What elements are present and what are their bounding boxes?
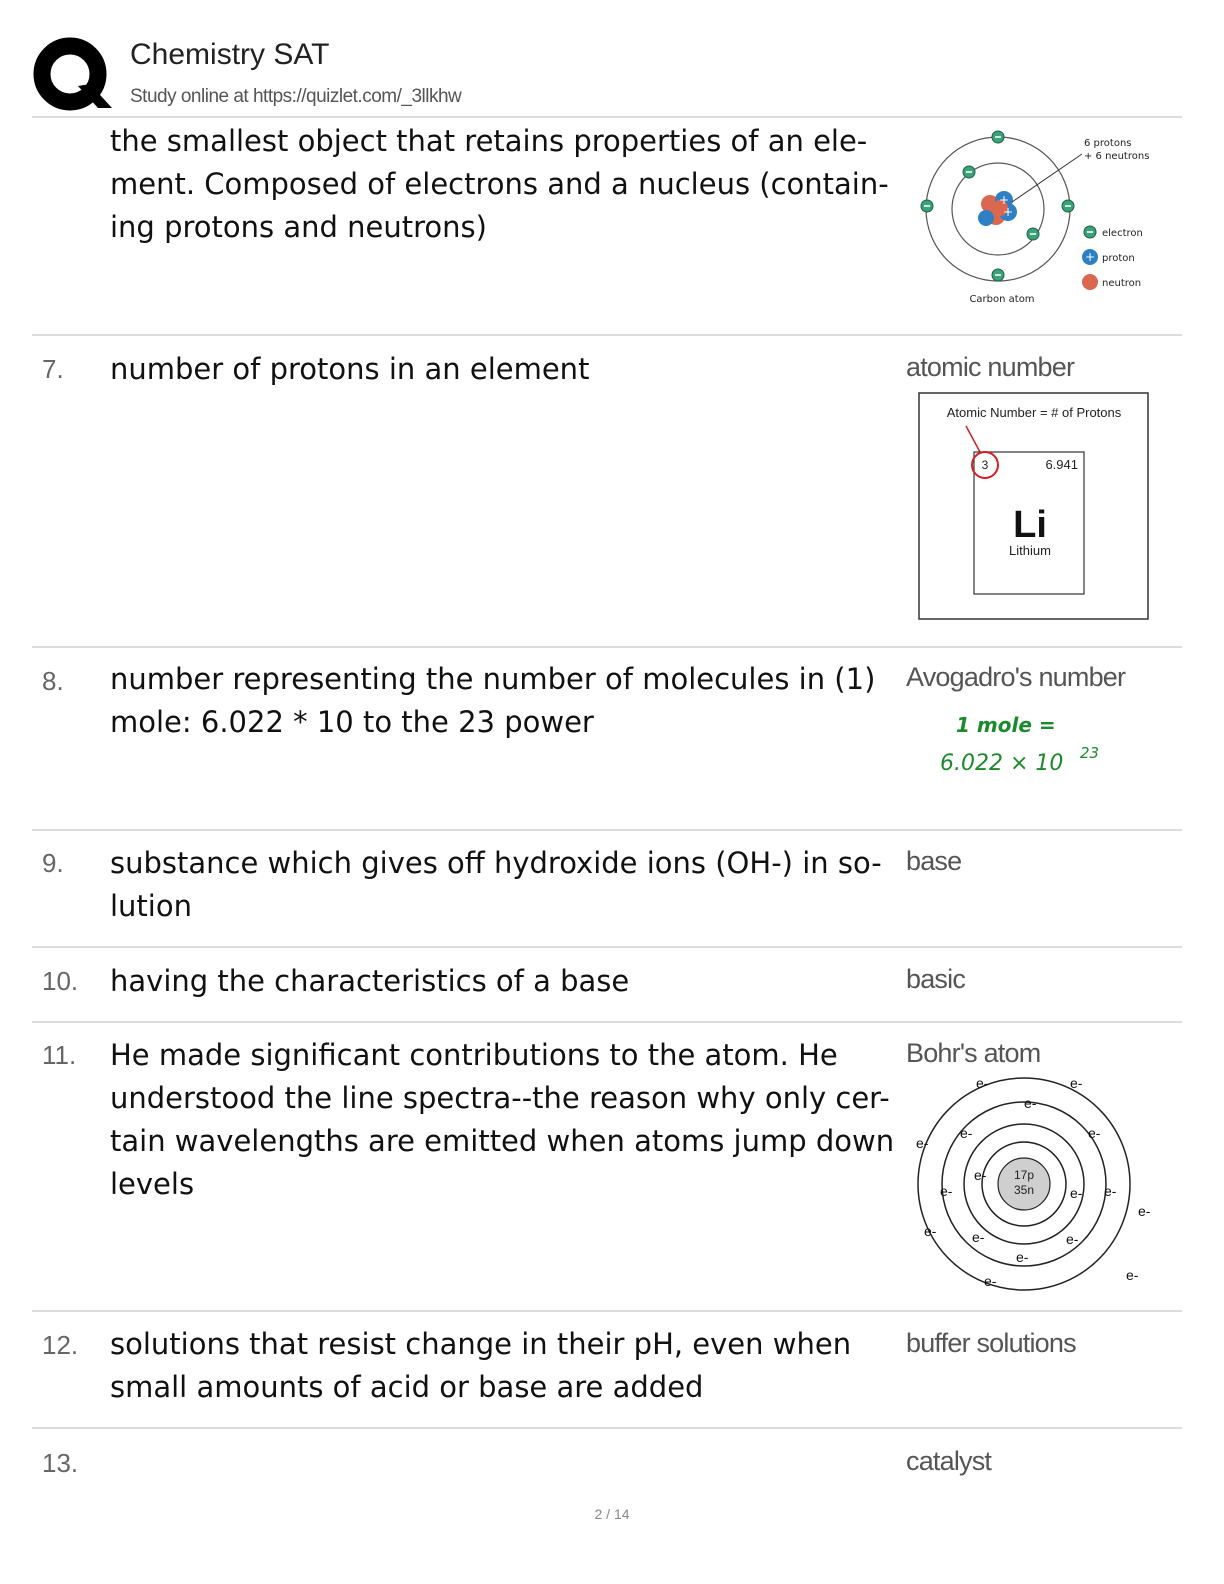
card-answer: Avogadro's number — [906, 662, 1126, 692]
handwritten-mole: 1 mole = — [956, 713, 1056, 737]
svg-text:+: + — [998, 193, 1010, 207]
svg-text:e-: e- — [1138, 1203, 1151, 1219]
card-term: number of protons in an element — [110, 352, 590, 386]
legend-proton: proton — [1102, 253, 1135, 264]
card-term: number representing the number of molecules in (1) mole: 6.022 * 10 to the 23 power — [110, 662, 876, 739]
svg-text:e-: e- — [1070, 1185, 1083, 1201]
card-answer: atomic number — [906, 352, 1075, 382]
svg-text:e-: e- — [960, 1125, 973, 1141]
document-title: Chemistry SAT — [130, 38, 330, 71]
svg-text:e-: e- — [924, 1223, 937, 1239]
legend-electron: electron — [1102, 228, 1143, 239]
svg-text:e-: e- — [1016, 1249, 1029, 1265]
svg-text:+: + — [1002, 205, 1014, 219]
card-number: 9. — [42, 848, 64, 878]
card-divider — [32, 946, 1182, 948]
svg-text:e-: e- — [1024, 1095, 1037, 1111]
card-answer: Bohr's atom — [906, 1038, 1041, 1068]
lithium-symbol: Li — [1013, 504, 1047, 546]
card-answer: basic — [906, 964, 966, 994]
svg-text:+ 6 neutrons: + 6 neutrons — [1084, 151, 1150, 162]
avogadro-handwritten-note — [930, 706, 1120, 786]
svg-text:+: + — [1084, 250, 1096, 264]
lithium-atomic-mass: 6.941 — [1045, 457, 1078, 472]
card-term: having the characteristics of a base — [110, 964, 630, 998]
svg-text:e-: e- — [1066, 1231, 1079, 1247]
svg-text:e-: e- — [1088, 1125, 1101, 1141]
document-header — [32, 30, 1182, 116]
legend-neutron: neutron — [1102, 278, 1142, 289]
card-divider — [32, 1427, 1182, 1429]
svg-text:6 protons: 6 protons — [1084, 138, 1132, 149]
lithium-name: Lithium — [1009, 543, 1051, 558]
card-divider — [32, 829, 1182, 831]
card-term: the smallest object that retains properties of an ele- ment. Composed of electrons and a nucleus (contain- ing protons and neutrons) — [110, 124, 889, 244]
svg-text:e-: e- — [1104, 1183, 1117, 1199]
bohr-nucleus-protons: 17p — [1013, 1168, 1035, 1182]
card-number: 11. — [42, 1040, 77, 1070]
card-number: 10. — [42, 966, 79, 996]
svg-text:e-: e- — [974, 1167, 987, 1183]
page-number: 2 / 14 — [594, 1506, 630, 1522]
svg-text:e-: e- — [1126, 1267, 1139, 1283]
card-number: 7. — [42, 354, 64, 384]
card-answer: buffer solutions — [906, 1328, 1076, 1358]
header-divider — [32, 116, 1182, 118]
lithium-element-diagram — [918, 392, 1150, 622]
bohr-atom-diagram — [912, 1072, 1162, 1294]
card-divider — [32, 646, 1182, 648]
svg-text:e-: e- — [916, 1135, 929, 1151]
handwritten-exponent: 23 — [1080, 744, 1100, 762]
card-term: He made significant contributions to the atom. He understood the line spectra--the reason why only cer- tain wavelengths are emitted when atoms jump down levels — [110, 1038, 895, 1201]
card-number: 12. — [42, 1330, 79, 1360]
card-divider — [32, 1310, 1182, 1312]
quizlet-logo-icon — [32, 36, 112, 116]
card-answer: base — [906, 846, 962, 876]
carbon-atom-caption: Carbon atom — [969, 294, 1035, 305]
card-number: 8. — [42, 666, 64, 696]
card-term: solutions that resist change in their pH, even when small amounts of acid or base are added — [110, 1327, 852, 1404]
lithium-atomic-number: 3 — [981, 458, 989, 472]
carbon-atom-diagram — [912, 124, 1172, 314]
svg-text:e-: e- — [972, 1229, 985, 1245]
card-number: 13. — [42, 1448, 79, 1478]
bohr-nucleus-neutrons: 35n — [1013, 1183, 1035, 1197]
svg-text:e-: e- — [1070, 1075, 1083, 1091]
card-answer: catalyst — [906, 1446, 992, 1476]
card-divider — [32, 1021, 1182, 1023]
atomic-number-heading: Atomic Number = # of Protons — [946, 405, 1122, 420]
svg-text:e-: e- — [976, 1075, 989, 1091]
svg-text:e-: e- — [940, 1183, 953, 1199]
handwritten-value: 6.022 × 10 — [940, 751, 1064, 776]
card-divider — [32, 334, 1182, 336]
card-term: substance which gives off hydroxide ions (OH-) in so- lution — [110, 846, 882, 923]
svg-text:e-: e- — [984, 1273, 997, 1289]
study-online-link[interactable]: Study online at https://quizlet.com/_3llkhw — [130, 86, 462, 107]
